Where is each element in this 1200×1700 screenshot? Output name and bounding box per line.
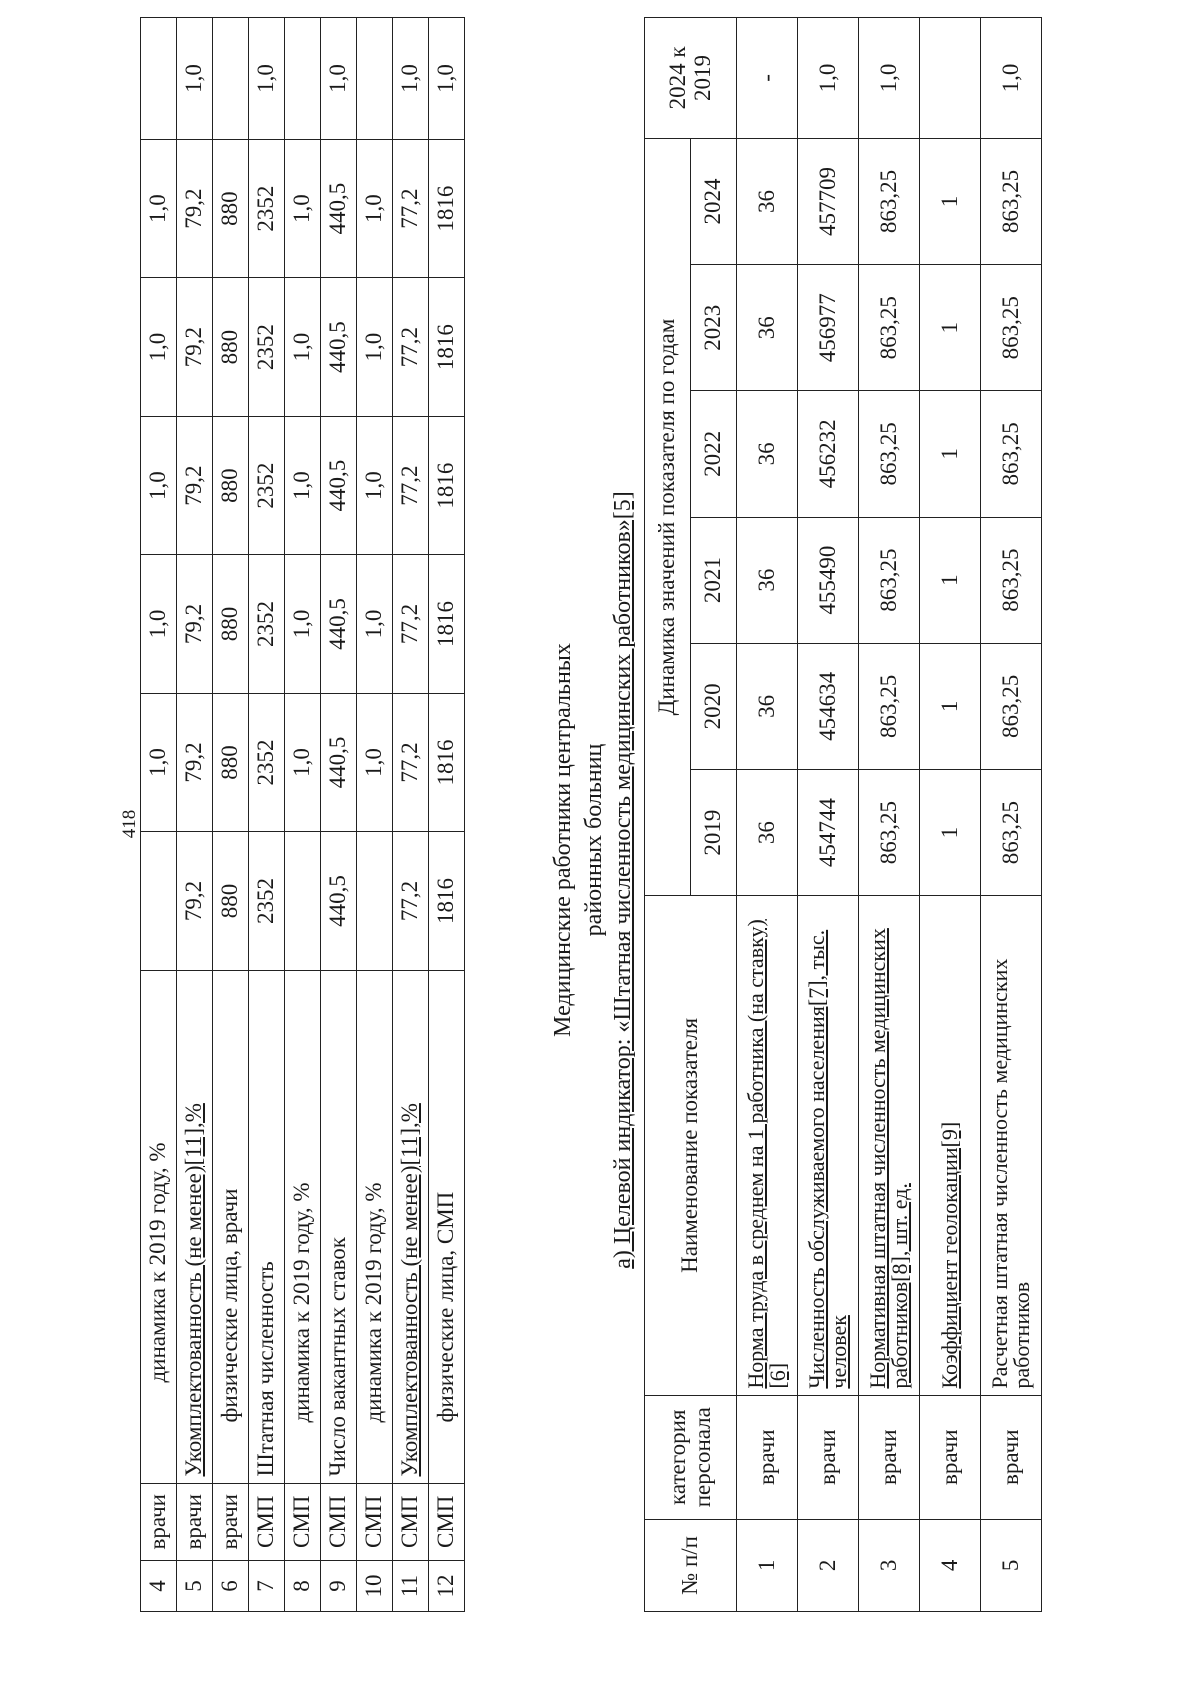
row-value-v2023: 1816 (429, 278, 465, 416)
row-number: 8 (285, 1561, 321, 1612)
target-indicator-table (644, 17, 1042, 1612)
row-number: 12 (429, 1561, 465, 1612)
row-value-v2024: 77,2 (393, 139, 429, 277)
row-value-dyn (285, 18, 321, 140)
row-number: 3 (859, 1519, 920, 1611)
row-value-v2019: 880 (213, 832, 249, 970)
row-number: 7 (249, 1561, 285, 1612)
row-value-v2022: 1816 (429, 416, 465, 554)
row-value-v2024: 1816 (429, 139, 465, 277)
row-category: врачи (798, 1395, 859, 1519)
row-year-value: 36 (737, 769, 798, 895)
header-last: 2024 к 2019 (645, 18, 737, 139)
row-value-v2020: 2352 (249, 693, 285, 831)
table-row (285, 18, 321, 1612)
row-year-value: 1 (920, 643, 981, 769)
table-row (213, 18, 249, 1612)
row-year-value: 863,25 (859, 517, 920, 643)
row-indicator-name: Численность обслуживаемого населения[7], тыс. человек (798, 896, 859, 1395)
row-indicator-name: Норма труда в среднем на 1 работника (на ставку)[6] (737, 896, 798, 1395)
row-value-v2020: 440,5 (321, 693, 357, 831)
row-last-value: 1,0 (798, 18, 859, 139)
row-indicator-name: Укомплектованность (не менее)[11],% (177, 970, 213, 1483)
row-year-value: 1 (920, 769, 981, 895)
row-value-v2024: 2352 (249, 139, 285, 277)
row-value-v2021: 2352 (249, 555, 285, 693)
header-year: 2019 (691, 769, 737, 895)
row-value-v2019 (357, 832, 393, 970)
row-value-v2019: 2352 (249, 832, 285, 970)
table-row (393, 18, 429, 1612)
row-value-v2021: 880 (213, 555, 249, 693)
row-category: врачи (859, 1395, 920, 1519)
row-value-v2022: 1,0 (141, 416, 177, 554)
header-num: № п/п (645, 1519, 737, 1611)
header-year: 2024 (691, 138, 737, 264)
row-value-v2021: 77,2 (393, 555, 429, 693)
row-year-value: 456232 (798, 391, 859, 517)
row-indicator-name: динамика к 2019 году, % (285, 970, 321, 1483)
table-row (141, 18, 177, 1612)
row-category: врачи (141, 1483, 177, 1561)
row-last-value: 1,0 (981, 18, 1042, 139)
row-category: врачи (213, 1483, 249, 1561)
row-year-value: 454634 (798, 643, 859, 769)
row-value-v2023: 77,2 (393, 278, 429, 416)
row-value-v2020: 1816 (429, 693, 465, 831)
row-value-v2022: 880 (213, 416, 249, 554)
row-indicator-name: динамика к 2019 году, % (357, 970, 393, 1483)
row-category: СМП (357, 1483, 393, 1561)
staffing-table-continued (140, 17, 465, 1612)
row-year-value: 863,25 (981, 643, 1042, 769)
row-category: СМП (393, 1483, 429, 1561)
table-row (429, 18, 465, 1612)
row-indicator-name: Штатная численность (249, 970, 285, 1483)
row-year-value: 457709 (798, 138, 859, 264)
row-value-v2021: 1,0 (141, 555, 177, 693)
row-number: 9 (321, 1561, 357, 1612)
row-year-value: 1 (920, 391, 981, 517)
row-indicator-name: Расчетная штатная численность медицинских работников (981, 896, 1042, 1395)
table-row (357, 18, 393, 1612)
row-indicator-name: Нормативная штатная численность медицинских работников[8], шт. ед. (859, 896, 920, 1395)
row-year-value: 863,25 (981, 138, 1042, 264)
table-row (321, 18, 357, 1612)
table-row (981, 18, 1042, 1612)
row-value-v2024: 1,0 (357, 139, 393, 277)
row-value-dyn (357, 18, 393, 140)
row-category: врачи (177, 1483, 213, 1561)
row-value-v2019 (141, 832, 177, 970)
row-value-v2023: 1,0 (141, 278, 177, 416)
header-year: 2021 (691, 517, 737, 643)
row-value-v2019: 79,2 (177, 832, 213, 970)
row-value-v2020: 1,0 (285, 693, 321, 831)
row-last-value: - (737, 18, 798, 139)
row-value-v2023: 79,2 (177, 278, 213, 416)
row-value-v2023: 2352 (249, 278, 285, 416)
row-last-value (920, 18, 981, 139)
row-year-value: 36 (737, 643, 798, 769)
row-value-v2024: 79,2 (177, 139, 213, 277)
row-year-value: 1 (920, 265, 981, 391)
row-number: 4 (920, 1519, 981, 1611)
row-value-v2022: 77,2 (393, 416, 429, 554)
row-value-dyn (141, 18, 177, 140)
row-indicator-name: физические лица, СМП (429, 970, 465, 1483)
row-category: СМП (249, 1483, 285, 1561)
section-heading (548, 540, 610, 1140)
row-value-v2021: 440,5 (321, 555, 357, 693)
indicator-title: а) Целевой индикатор: «Штатная численность медицинских работников»[5] (610, 491, 636, 1269)
section-title-line1: Медицинские работники центральных (550, 643, 576, 1037)
row-number: 6 (213, 1561, 249, 1612)
row-value-dyn: 1,0 (429, 18, 465, 140)
row-value-v2019: 77,2 (393, 832, 429, 970)
row-value-v2021: 1,0 (357, 555, 393, 693)
header-category: категория персонала (645, 1395, 737, 1519)
row-year-value: 36 (737, 391, 798, 517)
row-year-value: 36 (737, 265, 798, 391)
header-year: 2020 (691, 643, 737, 769)
table-header-row (645, 18, 691, 1612)
row-year-value: 36 (737, 517, 798, 643)
row-value-v2021: 1,0 (285, 555, 321, 693)
row-value-v2022: 1,0 (357, 416, 393, 554)
row-year-value: 863,25 (859, 391, 920, 517)
row-category: СМП (321, 1483, 357, 1561)
table-row (859, 18, 920, 1612)
row-year-value: 863,25 (981, 265, 1042, 391)
row-year-value: 863,25 (859, 265, 920, 391)
row-value-v2024: 440,5 (321, 139, 357, 277)
rotated-page-content (100, 0, 1100, 1700)
row-value-v2020: 79,2 (177, 693, 213, 831)
row-value-dyn: 1,0 (393, 18, 429, 140)
table-row (177, 18, 213, 1612)
row-category: СМП (285, 1483, 321, 1561)
row-year-value: 863,25 (981, 391, 1042, 517)
header-year: 2023 (691, 265, 737, 391)
row-year-value: 863,25 (859, 138, 920, 264)
row-category: врачи (920, 1395, 981, 1519)
row-value-v2020: 77,2 (393, 693, 429, 831)
row-value-v2023: 1,0 (285, 278, 321, 416)
row-value-v2019: 1816 (429, 832, 465, 970)
row-year-value: 36 (737, 138, 798, 264)
row-year-value: 456977 (798, 265, 859, 391)
row-year-value: 863,25 (981, 769, 1042, 895)
row-number: 1 (737, 1519, 798, 1611)
row-year-value: 1 (920, 517, 981, 643)
row-value-dyn: 1,0 (177, 18, 213, 140)
row-year-value: 455490 (798, 517, 859, 643)
row-number: 11 (393, 1561, 429, 1612)
row-number: 4 (141, 1561, 177, 1612)
row-year-value: 863,25 (981, 517, 1042, 643)
row-number: 5 (177, 1561, 213, 1612)
row-value-v2022: 2352 (249, 416, 285, 554)
header-dynamics: Динамика значений показателя по годам (645, 138, 691, 895)
row-category: СМП (429, 1483, 465, 1561)
table-row (737, 18, 798, 1612)
row-value-v2022: 1,0 (285, 416, 321, 554)
row-value-dyn: 1,0 (321, 18, 357, 140)
row-indicator-name: Число вакантных ставок (321, 970, 357, 1483)
page-number: 418 (119, 809, 140, 839)
row-value-v2021: 79,2 (177, 555, 213, 693)
row-category: врачи (737, 1395, 798, 1519)
table-row (249, 18, 285, 1612)
table-row (798, 18, 859, 1612)
row-year-value: 1 (920, 138, 981, 264)
row-value-v2022: 79,2 (177, 416, 213, 554)
row-value-v2019: 440,5 (321, 832, 357, 970)
row-indicator-name: Укомплектованность (не менее)[11],% (393, 970, 429, 1483)
row-value-v2023: 440,5 (321, 278, 357, 416)
row-value-v2019 (285, 832, 321, 970)
row-number: 5 (981, 1519, 1042, 1611)
row-number: 2 (798, 1519, 859, 1611)
table-row (920, 18, 981, 1612)
row-value-v2020: 1,0 (141, 693, 177, 831)
row-value-dyn (213, 18, 249, 140)
row-year-value: 863,25 (859, 769, 920, 895)
row-value-v2023: 880 (213, 278, 249, 416)
row-indicator-name: динамика к 2019 году, % (141, 970, 177, 1483)
row-value-v2023: 1,0 (357, 278, 393, 416)
row-indicator-name: Коэффициент геолокации[9] (920, 896, 981, 1395)
row-value-v2020: 1,0 (357, 693, 393, 831)
row-value-dyn: 1,0 (249, 18, 285, 140)
row-last-value: 1,0 (859, 18, 920, 139)
row-value-v2021: 1816 (429, 555, 465, 693)
header-name: Наименование показателя (645, 896, 737, 1395)
row-value-v2022: 440,5 (321, 416, 357, 554)
section-title-line2: районных больниц (581, 743, 607, 937)
row-year-value: 863,25 (859, 643, 920, 769)
row-value-v2024: 1,0 (285, 139, 321, 277)
row-year-value: 454744 (798, 769, 859, 895)
row-value-v2024: 1,0 (141, 139, 177, 277)
header-year: 2022 (691, 391, 737, 517)
row-indicator-name: физические лица, врачи (213, 970, 249, 1483)
row-value-v2020: 880 (213, 693, 249, 831)
row-value-v2024: 880 (213, 139, 249, 277)
row-number: 10 (357, 1561, 393, 1612)
row-category: врачи (981, 1395, 1042, 1519)
